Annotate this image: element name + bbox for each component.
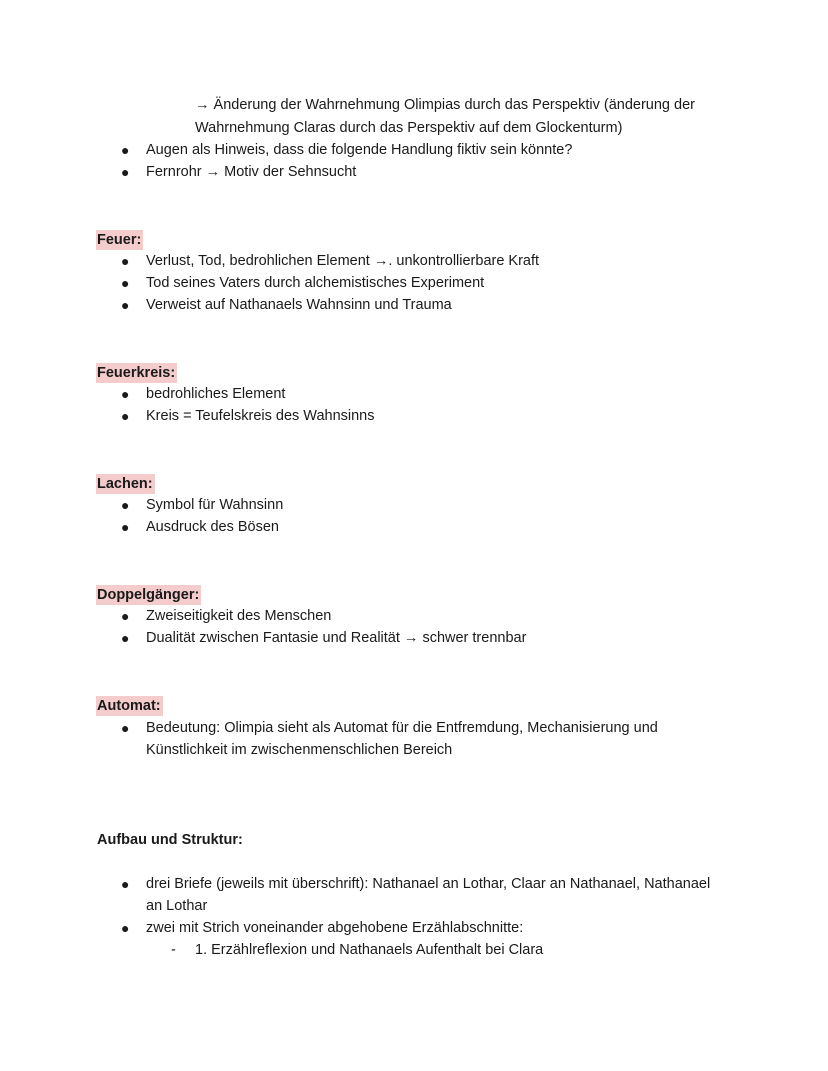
section-heading-feuer: Feuer: bbox=[97, 232, 142, 248]
dash-marker: - bbox=[171, 942, 176, 958]
list-item: Zweiseitigkeit des Menschen bbox=[146, 608, 332, 624]
bullet-icon: ● bbox=[121, 297, 130, 313]
bullet-icon: ● bbox=[121, 920, 130, 936]
bullet-icon: ● bbox=[121, 519, 130, 535]
list-item: Symbol für Wahnsinn bbox=[146, 497, 284, 513]
bullet-icon: ● bbox=[121, 408, 130, 424]
bullet-icon: ● bbox=[121, 386, 130, 402]
list-item-line-1: Bedeutung: Olimpia sieht als Automat für die Entfremdung, Mechanisierung und bbox=[146, 720, 658, 736]
section-heading-doppelgaenger: Doppelgänger: bbox=[97, 587, 200, 603]
list-item: bedrohliches Element bbox=[146, 386, 286, 402]
bullet-icon: ● bbox=[121, 275, 130, 291]
bullet-icon: ● bbox=[121, 164, 130, 180]
list-item: Kreis = Teufelskreis des Wahnsinns bbox=[146, 408, 375, 424]
list-item: Ausdruck des Bösen bbox=[146, 519, 279, 535]
bullet-icon: ● bbox=[121, 608, 130, 624]
structure-item-1-line-1: drei Briefe (jeweils mit überschrift): Nathanael an Lothar, Claar an Nathanael, Nathanael bbox=[146, 876, 711, 892]
bullet-icon: ● bbox=[121, 142, 130, 158]
bullet-icon: ● bbox=[121, 630, 130, 646]
structure-heading: Aufbau und Struktur: bbox=[97, 832, 243, 848]
list-item: Dualität zwischen Fantasie und Realität → schwer trennbar bbox=[146, 630, 527, 646]
bullet-icon: ● bbox=[121, 720, 130, 736]
section-heading-lachen: Lachen: bbox=[97, 476, 153, 492]
intro-item-2: Fernrohr → Motiv der Sehnsucht bbox=[146, 164, 357, 180]
bullet-icon: ● bbox=[121, 876, 130, 892]
list-item: Verlust, Tod, bedrohlichen Element →. unkontrollierbare Kraft bbox=[146, 253, 540, 269]
structure-item-2: zwei mit Strich voneinander abgehobene Erzählabschnitte: bbox=[146, 920, 524, 936]
list-item: Verweist auf Nathanaels Wahnsinn und Trauma bbox=[146, 297, 452, 313]
list-item-line-2: Künstlichkeit im zwischenmenschlichen Bereich bbox=[146, 742, 453, 758]
intro-item-1: Augen als Hinweis, dass die folgende Handlung fiktiv sein könnte? bbox=[146, 142, 573, 158]
structure-item-1-line-2: an Lothar bbox=[146, 898, 208, 914]
section-heading-automat: Automat: bbox=[97, 698, 161, 714]
intro-line-1: → Änderung der Wahrnehmung Olimpias durch das Perspektiv (änderung der bbox=[195, 97, 695, 113]
intro-line-2: Wahrnehmung Claras durch das Perspektiv auf dem Glockenturm) bbox=[195, 120, 623, 136]
structure-subitem: 1. Erzählreflexion und Nathanaels Aufenthalt bei Clara bbox=[195, 942, 544, 958]
bullet-icon: ● bbox=[121, 253, 130, 269]
bullet-icon: ● bbox=[121, 497, 130, 513]
section-heading-feuerkreis: Feuerkreis: bbox=[97, 365, 176, 381]
list-item: Tod seines Vaters durch alchemistisches Experiment bbox=[146, 275, 485, 291]
